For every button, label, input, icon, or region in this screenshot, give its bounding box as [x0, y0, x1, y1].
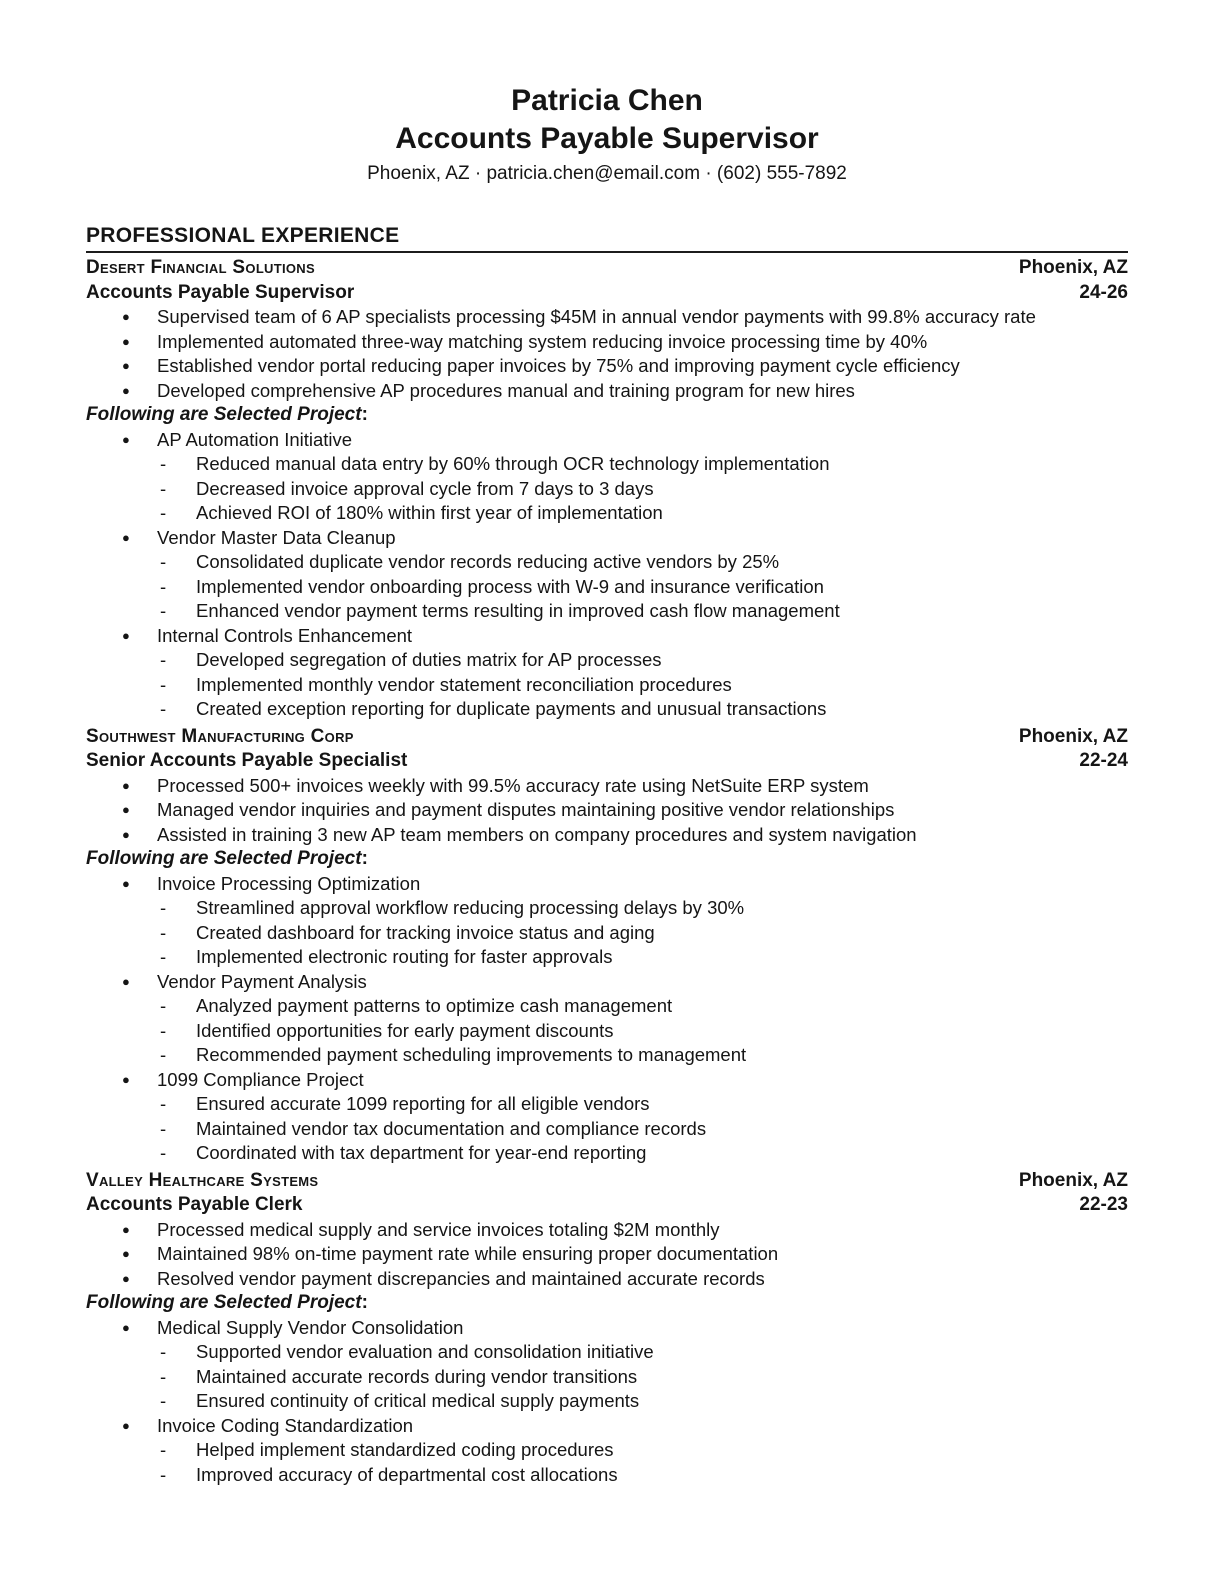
project-detail-text: Developed segregation of duties matrix for AP processes	[196, 649, 662, 670]
bullet-icon: ●	[122, 826, 130, 842]
project-detail	[86, 1438, 1128, 1463]
section-divider	[86, 251, 1128, 253]
bullet-icon: ●	[122, 1319, 130, 1335]
project-detail	[86, 452, 1128, 477]
bullet-icon: ●	[122, 1270, 130, 1286]
project-name-text: Medical Supply Vendor Consolidation	[157, 1316, 464, 1338]
company-name: Southwest Manufacturing Corp	[86, 725, 354, 747]
dash-icon: -	[160, 921, 167, 943]
project-name	[86, 1316, 1128, 1341]
company-name: Desert Financial Solutions	[86, 257, 315, 278]
project-detail	[86, 1019, 1128, 1044]
experience-bullet-text: Assisted in training 3 new AP team members on company procedures and system navigation	[157, 823, 917, 845]
project-name-text: AP Automation Initiative	[157, 428, 353, 450]
company-name: Valley Healthcare Systems	[86, 1169, 319, 1191]
bullet-icon: ●	[122, 875, 130, 891]
selected-projects-heading-text: Following are Selected Project	[86, 848, 362, 869]
selected-projects-heading	[86, 847, 1128, 872]
jobs-container	[86, 256, 1128, 1487]
project-detail-text: Created exception reporting for duplicate payments and unusual transactions	[196, 698, 827, 719]
project-list	[86, 872, 1128, 1166]
dash-icon: -	[160, 1093, 167, 1114]
bullet-icon: ●	[122, 802, 130, 817]
company-location: Phoenix, AZ	[1018, 257, 1128, 278]
candidate-title: Accounts Payable Supervisor	[395, 122, 819, 155]
dash-icon: -	[160, 946, 167, 967]
experience-bullet-text: Processed 500+ invoices weekly with 99.5% accuracy rate using NetSuite ERP system	[157, 774, 869, 796]
project-detail-text: Supported vendor evaluation and consolidation initiative	[196, 1341, 654, 1362]
experience-bullet-text: Implemented automated three-way matching system reducing invoice processing time by 40%	[157, 330, 928, 352]
project-detail	[86, 575, 1128, 600]
project-name-text: Vendor Payment Analysis	[157, 970, 367, 992]
job-entry	[86, 1169, 1128, 1488]
project-detail	[86, 921, 1128, 946]
company-row	[86, 256, 1128, 281]
project-detail	[86, 1092, 1128, 1117]
dash-icon: -	[160, 600, 167, 621]
experience-bullet-text: Resolved vendor payment discrepancies and maintained accurate records	[157, 1267, 765, 1289]
project-detail-text: Streamlined approval workflow reducing processing delays by 30%	[196, 897, 745, 918]
experience-bullet-text: Developed comprehensive AP procedures manual and training program for new hires	[157, 379, 855, 401]
project-detail	[86, 1340, 1128, 1365]
project-list	[86, 1316, 1128, 1488]
project-name	[86, 624, 1128, 649]
project-detail	[86, 673, 1128, 698]
project-detail-text: Identified opportunities for early payment discounts	[196, 1019, 614, 1041]
project-detail-text: Maintained accurate records during vendor transitions	[196, 1365, 638, 1387]
job-bullet-list	[86, 1218, 1128, 1292]
dash-icon: -	[160, 551, 167, 572]
dash-icon: -	[160, 673, 167, 695]
section-title-professional-experience: PROFESSIONAL EXPERIENCE	[86, 224, 400, 247]
selected-projects-heading-colon: :	[361, 1292, 368, 1313]
project-detail	[86, 945, 1128, 970]
job-bullet-list	[86, 774, 1128, 848]
job-entry	[86, 256, 1128, 722]
bullet-icon: ●	[122, 627, 130, 643]
experience-bullet	[86, 354, 1128, 379]
project-name	[86, 872, 1128, 897]
dash-icon: -	[160, 1019, 167, 1041]
project-detail	[86, 1117, 1128, 1142]
dash-icon: -	[160, 502, 167, 523]
dash-icon: -	[160, 1142, 167, 1163]
project-detail	[86, 550, 1128, 575]
project-detail-text: Achieved ROI of 180% within first year of implementation	[196, 502, 663, 523]
project-detail-text: Ensured accurate 1099 reporting for all eligible vendors	[196, 1093, 650, 1114]
bullet-icon: ●	[122, 382, 130, 398]
bullet-icon: ●	[122, 333, 130, 349]
bullet-icon: ●	[122, 1246, 130, 1261]
project-detail	[86, 1043, 1128, 1068]
dash-icon: -	[160, 575, 167, 597]
selected-projects-heading	[86, 1291, 1128, 1316]
project-detail-text: Consolidated duplicate vendor records reducing active vendors by 25%	[196, 551, 780, 572]
bullet-icon: ●	[122, 777, 130, 793]
selected-projects-heading-colon: :	[361, 848, 368, 869]
project-detail-text: Helped implement standardized coding procedures	[196, 1439, 614, 1460]
project-detail	[86, 896, 1128, 921]
role-row	[86, 281, 1128, 306]
job-title: Senior Accounts Payable Specialist	[86, 750, 408, 771]
project-detail-text: Recommended payment scheduling improvements to management	[196, 1044, 747, 1065]
bullet-icon: ●	[122, 529, 130, 545]
job-dates: 24-26	[1079, 281, 1128, 303]
job-bullet-list	[86, 305, 1128, 403]
project-detail	[86, 697, 1128, 722]
project-detail	[86, 648, 1128, 673]
candidate-name: Patricia Chen	[511, 84, 703, 117]
project-name	[86, 1068, 1128, 1093]
project-name-text: Vendor Master Data Cleanup	[157, 526, 396, 548]
project-name	[86, 526, 1128, 551]
experience-bullet	[86, 330, 1128, 355]
dash-icon: -	[160, 1463, 167, 1485]
company-location: Phoenix, AZ	[1018, 1169, 1128, 1191]
project-detail-text: Implemented electronic routing for faster approvals	[196, 946, 613, 967]
selected-projects-heading-text: Following are Selected Project	[86, 1292, 362, 1313]
experience-bullet	[86, 823, 1128, 848]
dash-icon: -	[160, 477, 167, 499]
project-detail	[86, 599, 1128, 624]
experience-bullet-text: Processed medical supply and service invoices totaling $2M monthly	[157, 1218, 720, 1240]
selected-projects-heading-text: Following are Selected Project	[86, 404, 362, 425]
bullet-icon: ●	[122, 1221, 130, 1237]
contact-line: Phoenix, AZ · patricia.chen@email.com · (602) 555-7892	[367, 163, 847, 184]
bullet-icon: ●	[122, 1417, 130, 1433]
dash-icon: -	[160, 1044, 167, 1065]
job-dates: 22-24	[1079, 750, 1128, 771]
experience-bullet-text: Supervised team of 6 AP specialists processing $45M in annual vendor payments with 99.8% accuracy rate	[157, 306, 1036, 327]
project-name	[86, 1414, 1128, 1439]
experience-bullet-text: Maintained 98% on-time payment rate while ensuring proper documentation	[157, 1243, 779, 1264]
project-detail-text: Reduced manual data entry by 60% through OCR technology implementation	[196, 453, 830, 474]
project-detail-text: Ensured continuity of critical medical supply payments	[196, 1390, 640, 1411]
bullet-icon: ●	[122, 973, 130, 989]
dash-icon: -	[160, 897, 167, 918]
bullet-icon: ●	[122, 309, 130, 324]
dash-icon: -	[160, 1390, 167, 1411]
bullet-icon: ●	[122, 1071, 130, 1087]
project-detail-text: Maintained vendor tax documentation and compliance records	[196, 1117, 707, 1139]
role-row	[86, 749, 1128, 774]
dash-icon: -	[160, 1439, 167, 1460]
job-entry	[86, 725, 1128, 1166]
resume-header	[86, 82, 1128, 189]
experience-bullet-text: Established vendor portal reducing paper invoices by 75% and improving payment cycle efficiency	[157, 355, 960, 376]
project-detail-text: Improved accuracy of departmental cost allocations	[196, 1463, 618, 1485]
bullet-icon: ●	[122, 358, 130, 373]
dash-icon: -	[160, 698, 167, 719]
selected-projects-heading	[86, 403, 1128, 428]
project-detail-text: Implemented monthly vendor statement reconciliation procedures	[196, 673, 732, 695]
project-detail-text: Enhanced vendor payment terms resulting in improved cash flow management	[196, 600, 840, 621]
company-location: Phoenix, AZ	[1018, 725, 1128, 747]
project-detail-text: Created dashboard for tracking invoice status and aging	[196, 921, 655, 943]
experience-bullet	[86, 379, 1128, 404]
project-name-text: 1099 Compliance Project	[157, 1068, 364, 1090]
dash-icon: -	[160, 1341, 167, 1362]
experience-bullet-text: Managed vendor inquiries and payment disputes maintaining positive vendor relationships	[157, 799, 895, 820]
company-row	[86, 1169, 1128, 1194]
selected-projects-heading-colon: :	[361, 404, 368, 425]
project-detail-text: Decreased invoice approval cycle from 7 days to 3 days	[196, 477, 654, 499]
project-name	[86, 970, 1128, 995]
bullet-icon: ●	[122, 431, 130, 447]
project-detail	[86, 477, 1128, 502]
experience-bullet	[86, 774, 1128, 799]
experience-bullet	[86, 798, 1128, 823]
project-detail-text: Analyzed payment patterns to optimize cash management	[196, 995, 673, 1016]
project-name-text: Invoice Processing Optimization	[157, 872, 421, 894]
project-detail	[86, 501, 1128, 526]
project-detail	[86, 994, 1128, 1019]
project-detail	[86, 1365, 1128, 1390]
experience-bullet	[86, 1218, 1128, 1243]
project-detail	[86, 1463, 1128, 1488]
dash-icon: -	[160, 649, 167, 670]
project-detail	[86, 1141, 1128, 1166]
dash-icon: -	[160, 1365, 167, 1387]
dash-icon: -	[160, 453, 167, 474]
dash-icon: -	[160, 995, 167, 1016]
project-name-text: Invoice Coding Standardization	[157, 1414, 414, 1436]
project-detail-text: Coordinated with tax department for year-end reporting	[196, 1142, 647, 1163]
role-row	[86, 1193, 1128, 1218]
project-name-text: Internal Controls Enhancement	[157, 624, 413, 646]
project-detail-text: Implemented vendor onboarding process with W-9 and insurance verification	[196, 575, 824, 597]
dash-icon: -	[160, 1117, 167, 1139]
job-title: Accounts Payable Clerk	[86, 1194, 303, 1215]
experience-bullet	[86, 1267, 1128, 1292]
company-row	[86, 725, 1128, 750]
project-detail	[86, 1389, 1128, 1414]
experience-bullet	[86, 305, 1128, 330]
job-dates: 22-23	[1079, 1194, 1128, 1215]
project-list	[86, 428, 1128, 722]
job-title: Accounts Payable Supervisor	[86, 281, 355, 303]
experience-bullet	[86, 1242, 1128, 1267]
project-name	[86, 428, 1128, 453]
